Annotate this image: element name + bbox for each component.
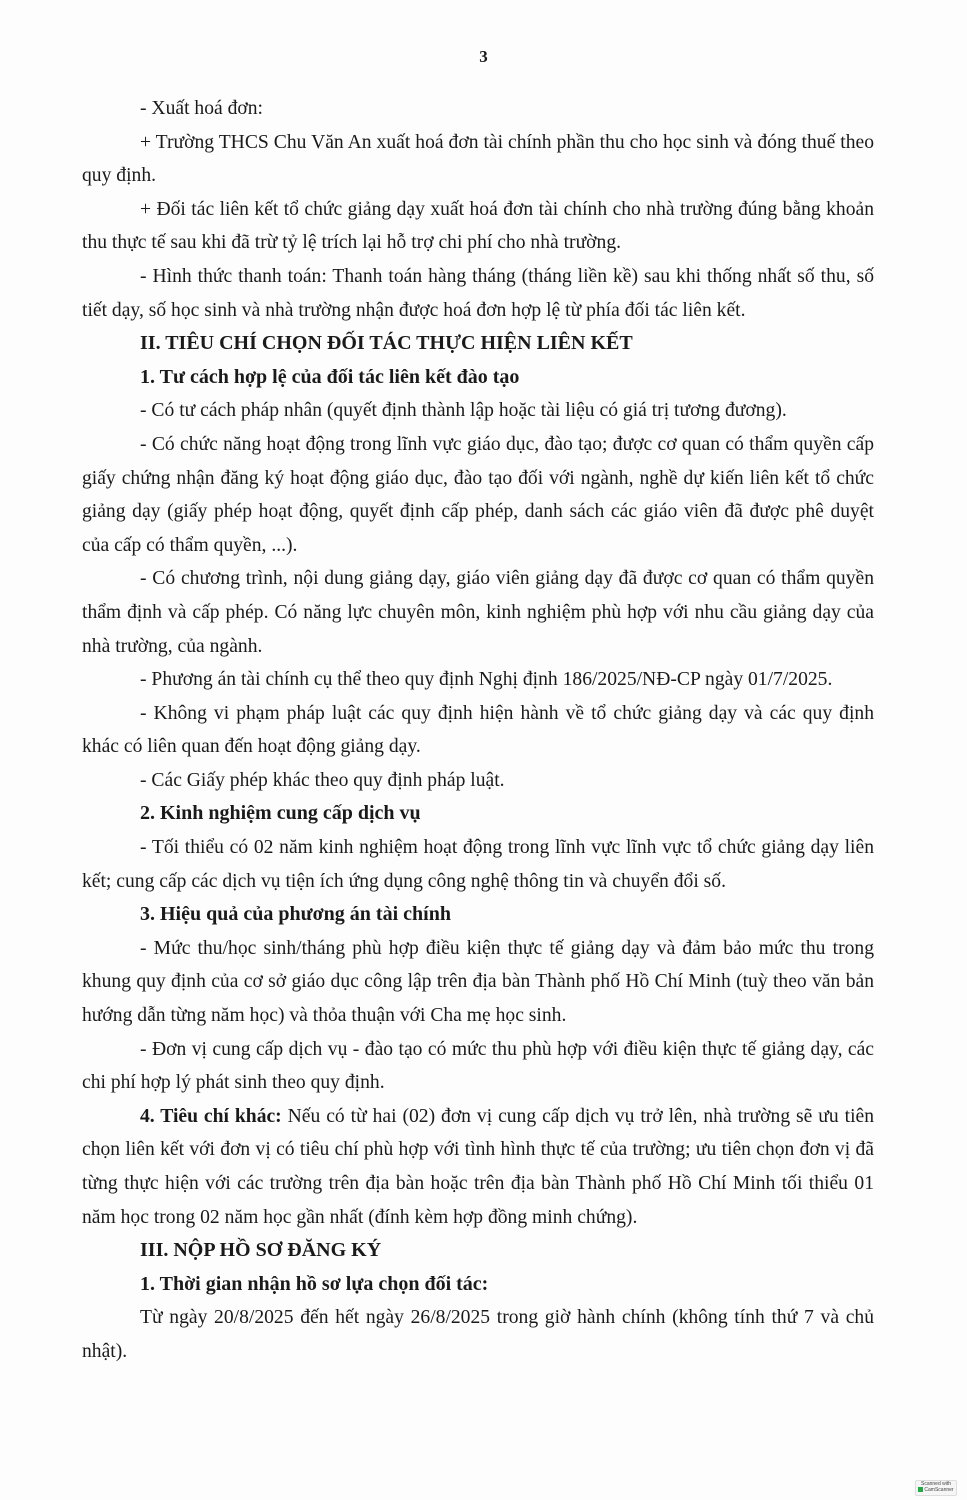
subsection-heading: 1. Thời gian nhận hồ sơ lựa chọn đối tác:	[140, 1272, 489, 1295]
subsection-heading: 2. Kinh nghiệm cung cấp dịch vụ	[140, 802, 421, 825]
other-criteria-text: Nếu có từ hai (02) đơn vị cung cấp dịch vụ trở lên, nhà trường sẽ ưu tiên chọn liên kết với đơn vị có tiêu chí phù hợp với tình hình thực tế của trường; ưu tiên chọn đơn vị đã từng thực hiện với các trường trên địa bàn hoặc trên địa bàn Thành phố Hồ Chí Minh tối thiểu 01 năm học trong 02 năm học gần nhất (đính kèm hợp đồng minh chứng).	[82, 1105, 875, 1228]
paragraph: + Trường THCS Chu Văn An xuất hoá đơn tài chính phần thu cho học sinh và đóng thuế theo quy định.	[82, 131, 874, 187]
paragraph: - Mức thu/học sinh/tháng phù hợp điều kiện thực tế giảng dạy và đảm bảo mức thu trong khung quy định của cơ sở giáo dục công lập trên địa bàn Thành phố Hồ Chí Minh (tuỳ theo văn bản hướng dẫn từng năm học) và thỏa thuận với Cha mẹ học sinh.	[82, 937, 874, 1027]
camscanner-icon	[918, 1487, 923, 1492]
paragraph: - Không vi phạm pháp luật các quy định hiện hành về tổ chức giảng dạy và các quy định khác có liên quan đến hoạt động giảng dạy.	[82, 702, 874, 758]
paragraph: Từ ngày 20/8/2025 đến hết ngày 26/8/2025 trong giờ hành chính (không tính thứ 7 và chủ nhật).	[82, 1307, 874, 1362]
scanner-line2: CamScanner	[924, 1487, 954, 1493]
subsection-heading: 1. Tư cách hợp lệ của đối tác liên kết đào tạo	[140, 365, 520, 388]
paragraph: - Các Giấy phép khác theo quy định pháp luật.	[140, 769, 505, 791]
paragraph: - Có chức năng hoạt động trong lĩnh vực giáo dục, đào tạo; được cơ quan có thẩm quyền cấp giấy chứng nhận đăng ký hoạt động giáo dục, đào tạo đối với ngành, nghề dự kiến liên kết tổ chức giảng dạy (giấy phép hoạt động, quyết định cấp phép, danh sách các giáo viên đã được phê duyệt của cấp có thẩm quyền, ...).	[82, 433, 874, 556]
paragraph: - Đơn vị cung cấp dịch vụ - đào tạo có mức thu phù hợp với điều kiện thực tế giảng dạy, các chi phí hợp lý phát sinh theo quy định.	[82, 1038, 874, 1094]
scanner-watermark	[915, 1480, 957, 1496]
other-criteria-label: 4. Tiêu chí khác:	[140, 1105, 282, 1127]
section-heading: II. TIÊU CHÍ CHỌN ĐỐI TÁC THỰC HIỆN LIÊN KẾT	[140, 332, 633, 355]
section-heading: III. NỘP HỒ SƠ ĐĂNG KÝ	[140, 1239, 382, 1262]
paragraph: - Tối thiểu có 02 năm kinh nghiệm hoạt động trong lĩnh vực lĩnh vực tổ chức giảng dạy liên kết; cung cấp các dịch vụ tiện ích ứng dụng công nghệ thông tin và chuyển đổi số.	[82, 837, 874, 892]
document-body	[82, 92, 874, 1369]
page-number: 3	[479, 47, 488, 66]
paragraph: - Hình thức thanh toán: Thanh toán hàng tháng (tháng liền kề) sau khi thống nhất số thu, số tiết dạy, số học sinh và nhà trường nhận được hoá đơn hợp lệ từ phía đối tác liên kết.	[82, 265, 874, 321]
paragraph: - Phương án tài chính cụ thể theo quy định Nghị định 186/2025/NĐ-CP ngày 01/7/2025.	[140, 669, 833, 691]
paragraph: - Xuất hoá đơn:	[140, 98, 263, 119]
subsection-heading: 3. Hiệu quả của phương án tài chính	[140, 903, 451, 926]
paragraph: - Có chương trình, nội dung giảng dạy, giáo viên giảng dạy đã được cơ quan có thẩm quyền thẩm định và cấp phép. Có năng lực chuyên môn, kinh nghiệm phù hợp với nhu cầu giảng dạy của nhà trường, của ngành.	[82, 568, 874, 657]
scanner-line1: Scanned with	[920, 1481, 952, 1487]
paragraph: - Có tư cách pháp nhân (quyết định thành lập hoặc tài liệu có giá trị tương đương).	[140, 400, 787, 422]
paragraph: + Đối tác liên kết tổ chức giảng dạy xuất hoá đơn tài chính cho nhà trường đúng bằng khoản thu thực tế sau khi đã trừ tỷ lệ trích lại hỗ trợ chi phí cho nhà trường.	[82, 198, 874, 254]
paragraph-other-criteria	[82, 1100, 874, 1234]
